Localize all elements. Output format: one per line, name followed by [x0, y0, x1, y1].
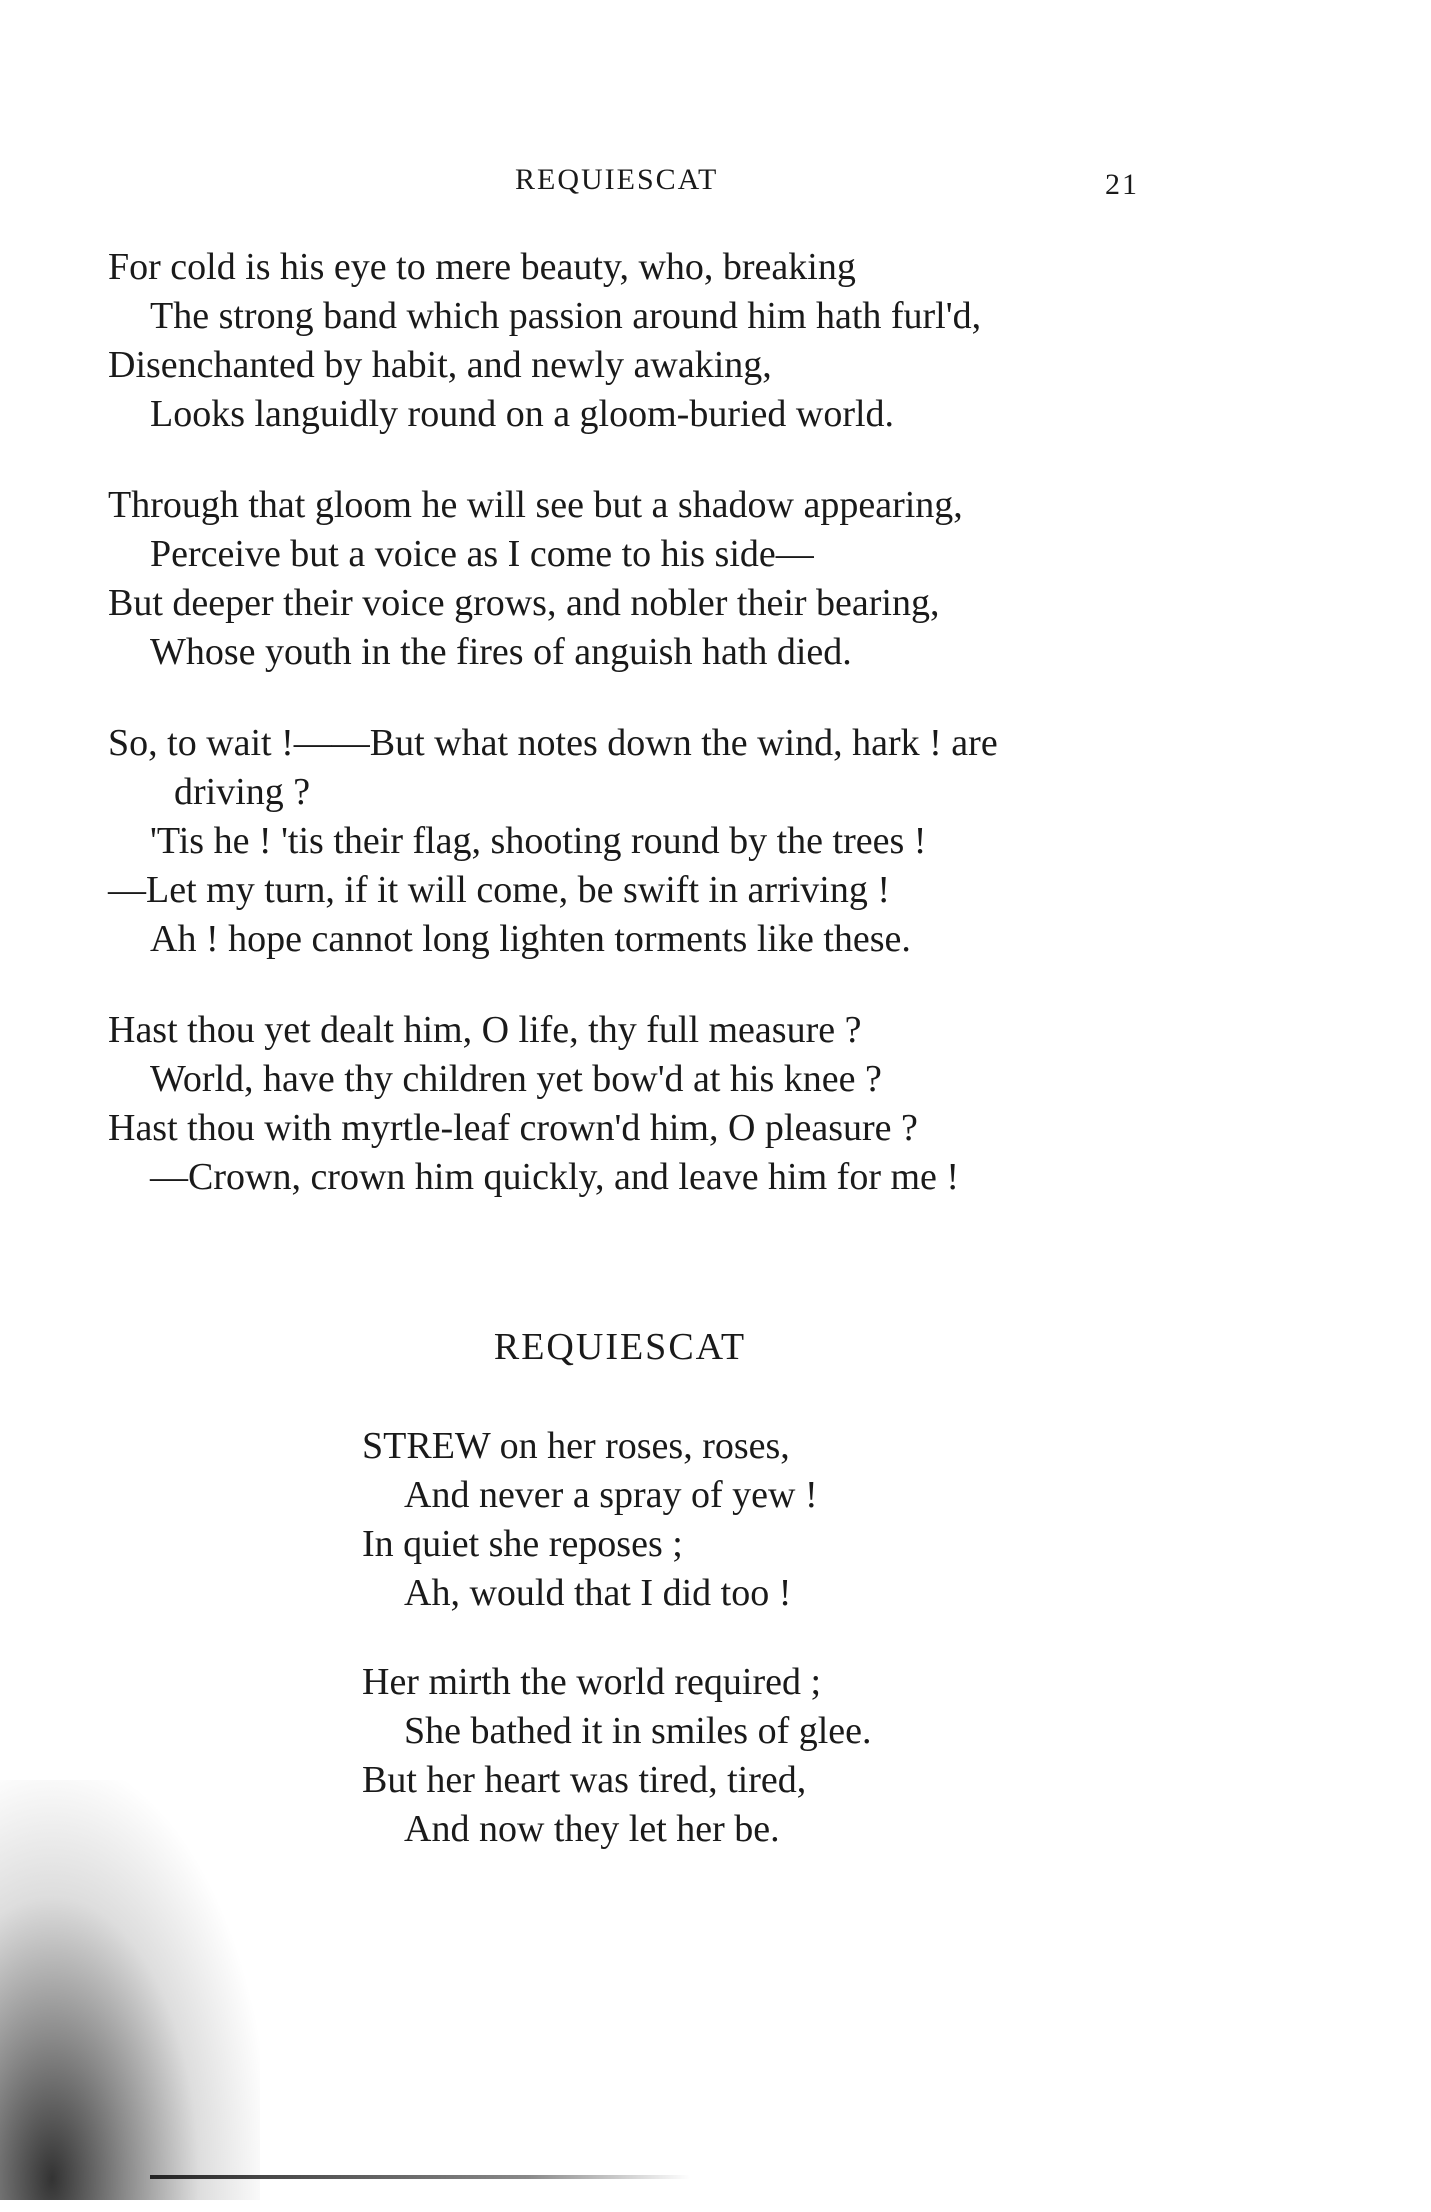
verse-line: For cold is his eye to mere beauty, who, breaking [108, 246, 856, 288]
verse-line: Ah, would that I did too ! [404, 1572, 792, 1614]
verse-line: —Let my turn, if it will come, be swift in arriving ! [108, 869, 891, 911]
scan-edge-line [150, 2175, 690, 2179]
verse-line: 'Tis he ! 'tis their flag, shooting round by the trees ! [150, 820, 927, 862]
verse-line: Her mirth the world required ; [362, 1661, 822, 1703]
poem1-stanza-3 [108, 719, 998, 964]
verse-line: She bathed it in smiles of glee. [404, 1710, 872, 1752]
page-number: 21 [1105, 168, 1139, 201]
verse-line: Whose youth in the fires of anguish hath died. [150, 631, 852, 673]
verse-line: Perceive but a voice as I come to his side— [150, 533, 814, 575]
verse-line: But her heart was tired, tired, [362, 1759, 807, 1801]
verse-line: Hast thou with myrtle-leaf crown'd him, O pleasure ? [108, 1107, 918, 1149]
verse-line: In quiet she reposes ; [362, 1523, 683, 1565]
verse-line: The strong band which passion around him hath furl'd, [150, 295, 982, 337]
poem1-stanza-4 [108, 1006, 959, 1202]
running-title: REQUIESCAT [515, 163, 719, 196]
verse-line: Ah ! hope cannot long lighten torments like these. [150, 918, 911, 960]
scan-shadow-artifact [0, 1780, 260, 2200]
poem1-stanza-1 [108, 243, 981, 439]
poem2-stanza-1 [362, 1422, 818, 1618]
verse-line: Looks languidly round on a gloom-buried world. [150, 393, 895, 435]
verse-line: But deeper their voice grows, and nobler their bearing, [108, 582, 940, 624]
poem-title: REQUIESCAT [493, 1326, 747, 1368]
verse-line: World, have thy children yet bow'd at his knee ? [150, 1058, 882, 1100]
verse-line: So, to wait !——But what notes down the wind, hark ! are [108, 722, 998, 764]
verse-line: And never a spray of yew ! [404, 1474, 818, 1516]
verse-line: Disenchanted by habit, and newly awaking, [108, 344, 772, 386]
verse-line: —Crown, crown him quickly, and leave him for me ! [150, 1156, 960, 1198]
poem2-stanza-2 [362, 1658, 872, 1854]
poem1-stanza-2 [108, 481, 963, 677]
verse-line: And now they let her be. [404, 1808, 780, 1850]
verse-line: Hast thou yet dealt him, O life, thy full measure ? [108, 1009, 862, 1051]
verse-line: Through that gloom he will see but a shadow appearing, [108, 484, 963, 526]
verse-line: STREW on her roses, roses, [362, 1425, 790, 1467]
verse-line-continuation: driving ? [174, 771, 311, 813]
